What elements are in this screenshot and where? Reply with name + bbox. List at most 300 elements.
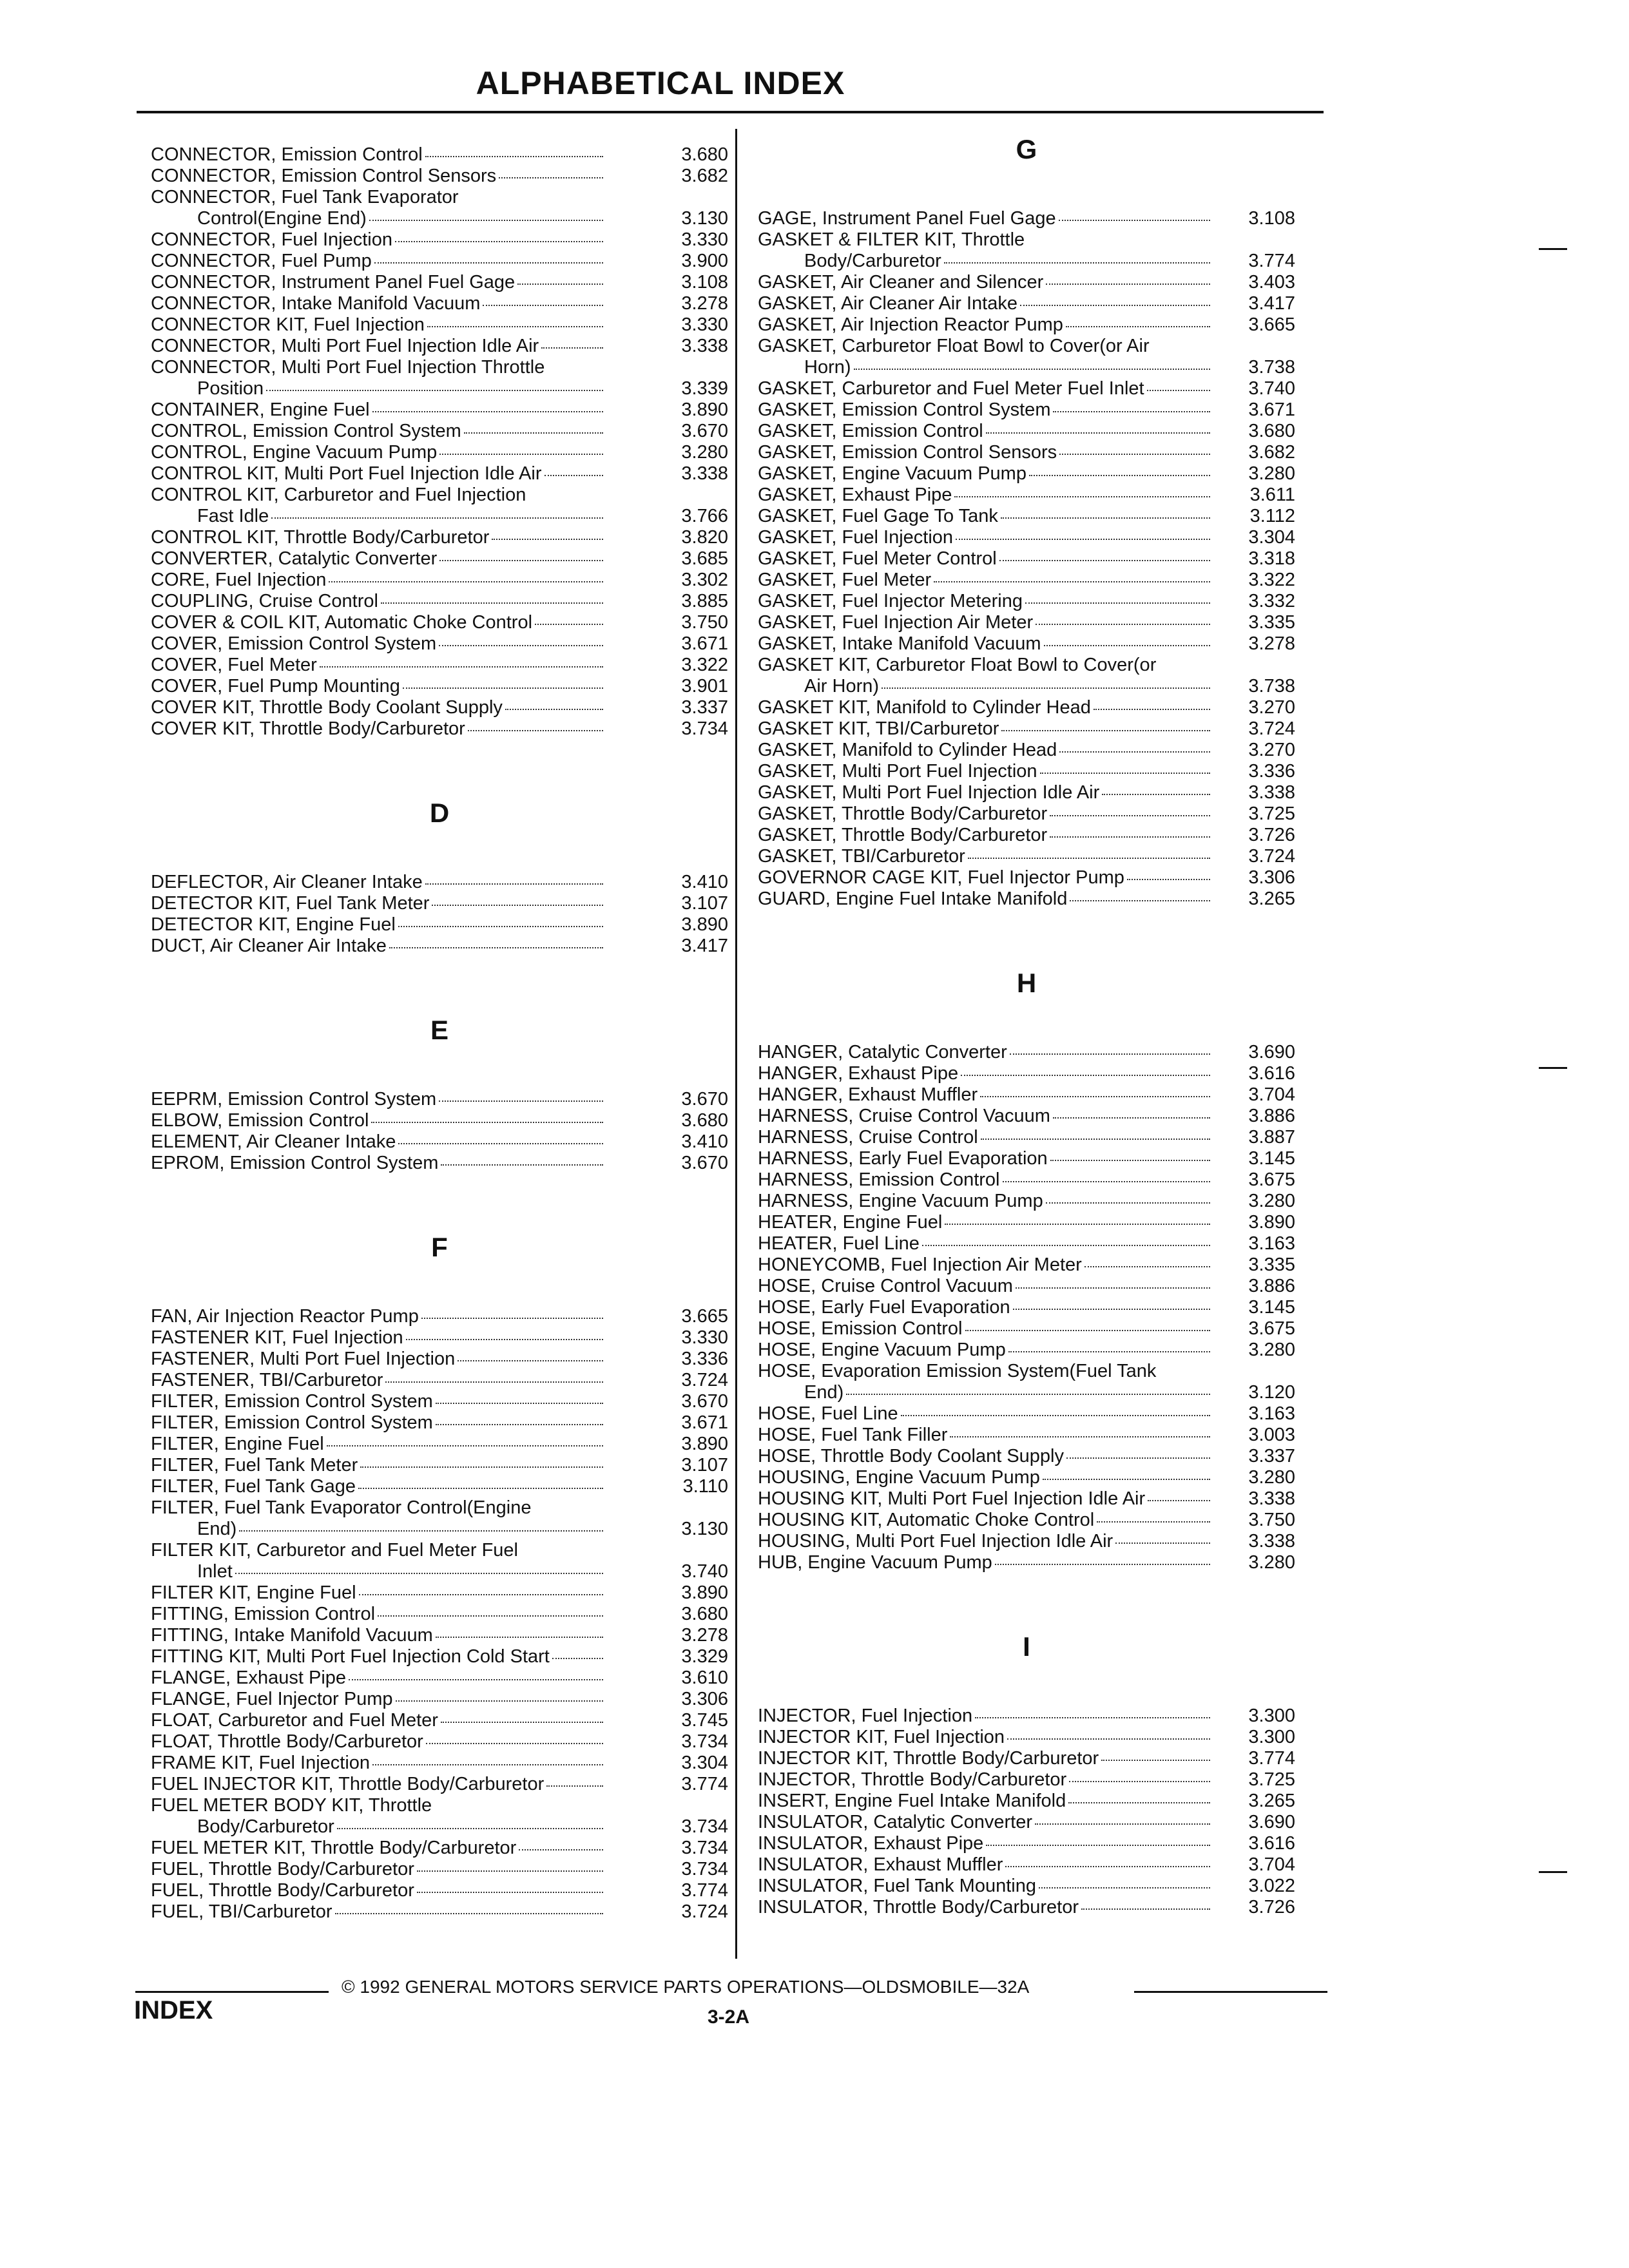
entry-page-number: 3.734 xyxy=(681,1838,728,1858)
leader-dots xyxy=(360,1466,603,1468)
leader-dots xyxy=(1066,326,1210,327)
entry-description: HARNESS, Cruise Control xyxy=(758,1127,978,1148)
entry-description: FUEL, Throttle Body/Carburetor xyxy=(151,1880,414,1901)
index-entry xyxy=(151,676,728,697)
leader-dots xyxy=(439,560,603,561)
entry-description: GASKET, Multi Port Fuel Injection xyxy=(758,761,1037,782)
index-entry xyxy=(758,506,1295,527)
copyright-text: © 1992 GENERAL MOTORS SERVICE PARTS OPERATIONS—OLDSMOBILE—32A xyxy=(342,1977,1030,1997)
leader-dots xyxy=(436,1403,603,1404)
leader-dots xyxy=(374,262,603,264)
entry-page-number: 3.278 xyxy=(1248,633,1295,654)
leader-dots xyxy=(1148,1500,1210,1501)
entry-page-number: 3.725 xyxy=(1248,1769,1295,1790)
entry-page-number: 3.680 xyxy=(681,144,728,165)
entry-description: End) xyxy=(197,1519,237,1539)
entry-page-number: 3.322 xyxy=(1248,570,1295,590)
leader-dots xyxy=(271,517,603,519)
entry-page-number: 3.890 xyxy=(1248,1212,1295,1233)
entry-page-number: 3.675 xyxy=(1248,1318,1295,1339)
index-entry xyxy=(758,293,1295,314)
entry-description: DEFLECTOR, Air Cleaner Intake xyxy=(151,872,423,892)
leader-dots xyxy=(1068,1802,1210,1803)
entry-description: COVER KIT, Throttle Body Coolant Supply xyxy=(151,697,503,718)
entry-description: COVER, Fuel Meter xyxy=(151,655,317,675)
index-entry xyxy=(151,1153,728,1174)
leader-dots xyxy=(1007,1738,1210,1740)
entry-description: FITTING KIT, Multi Port Fuel Injection Cold Start xyxy=(151,1646,550,1667)
entry-page-number: 3.616 xyxy=(1248,1833,1295,1854)
index-entry xyxy=(151,718,728,740)
leader-dots xyxy=(1005,1866,1210,1867)
entry-description: CONTROL, Emission Control System xyxy=(151,421,461,441)
entry-description: FILTER KIT, Engine Fuel xyxy=(151,1582,356,1603)
entry-page-number: 3.338 xyxy=(681,336,728,356)
index-entry xyxy=(151,1625,728,1646)
entry-description: FLOAT, Carburetor and Fuel Meter xyxy=(151,1710,438,1731)
entry-page-number: 3.338 xyxy=(1248,1488,1295,1509)
index-entry xyxy=(758,1361,1295,1403)
index-entry xyxy=(758,1425,1295,1446)
leader-dots xyxy=(378,1615,603,1617)
index-entry xyxy=(758,336,1295,378)
index-entry xyxy=(758,612,1295,633)
index-entry xyxy=(151,1110,728,1131)
entry-description: CONNECTOR, Fuel Tank Evaporator xyxy=(151,187,459,207)
entry-description: CONNECTOR, Multi Port Fuel Injection Throttle xyxy=(151,357,545,378)
entry-description: FASTENER, TBI/Carburetor xyxy=(151,1370,383,1390)
leader-dots xyxy=(396,1700,603,1702)
entry-page-number: 3.671 xyxy=(1248,399,1295,420)
index-entry xyxy=(758,1106,1295,1127)
leader-dots xyxy=(1001,517,1210,519)
entry-description: FUEL METER KIT, Throttle Body/Carburetor xyxy=(151,1838,517,1858)
index-entry xyxy=(758,803,1295,825)
leader-dots xyxy=(1025,602,1210,604)
entry-description: HARNESS, Engine Vacuum Pump xyxy=(758,1191,1043,1211)
leader-dots xyxy=(406,1339,603,1340)
entry-page-number: 3.163 xyxy=(1248,1233,1295,1254)
entry-page-number: 3.130 xyxy=(681,1519,728,1539)
entry-page-number: 3.337 xyxy=(1248,1446,1295,1466)
index-entry xyxy=(758,1531,1295,1552)
leader-dots xyxy=(944,262,1210,264)
leader-dots xyxy=(1069,1781,1210,1782)
index-entry xyxy=(151,421,728,442)
index-entry xyxy=(758,421,1295,442)
entry-description: COVER, Emission Control System xyxy=(151,633,437,654)
entry-description: FILTER, Fuel Tank Meter xyxy=(151,1455,358,1475)
entry-description: GASKET, Emission Control System xyxy=(758,399,1051,420)
index-entry xyxy=(758,1897,1295,1918)
entry-page-number: 3.330 xyxy=(681,1327,728,1348)
entry-description: FUEL, Throttle Body/Carburetor xyxy=(151,1859,414,1879)
leader-dots xyxy=(483,305,603,306)
entry-description: FASTENER KIT, Fuel Injection xyxy=(151,1327,403,1348)
entry-page-number: 3.280 xyxy=(681,442,728,463)
margin-mark xyxy=(1539,1067,1567,1069)
entry-page-number: 3.335 xyxy=(1248,1254,1295,1275)
entry-description: GASKET, Carburetor Float Bowl to Cover(or Air xyxy=(758,336,1150,356)
entry-description: GASKET, Intake Manifold Vacuum xyxy=(758,633,1041,654)
leader-dots xyxy=(369,220,603,221)
leader-dots xyxy=(980,1096,1210,1097)
index-entry xyxy=(151,1089,728,1110)
index-entry xyxy=(151,1540,728,1582)
entry-page-number: 3.774 xyxy=(1248,251,1295,271)
entry-description: CONTROL KIT, Carburetor and Fuel Injection xyxy=(151,485,526,505)
index-entry xyxy=(758,889,1295,910)
entry-description: COVER, Fuel Pump Mounting xyxy=(151,676,400,697)
leader-dots xyxy=(349,1679,603,1680)
leader-dots xyxy=(1127,879,1210,880)
entry-page-number: 3.886 xyxy=(1248,1106,1295,1126)
entry-page-number: 3.738 xyxy=(1248,676,1295,697)
entry-page-number: 3.410 xyxy=(681,1131,728,1152)
index-entry xyxy=(758,1748,1295,1769)
index-entry xyxy=(151,1412,728,1434)
column-divider xyxy=(735,129,737,1959)
index-entry xyxy=(151,272,728,293)
entry-page-number: 3.724 xyxy=(681,1901,728,1922)
entry-page-number: 3.338 xyxy=(1248,1531,1295,1552)
entry-page-number: 3.690 xyxy=(1248,1812,1295,1832)
margin-mark xyxy=(1539,248,1567,250)
entry-description: CONVERTER, Catalytic Converter xyxy=(151,548,438,569)
section-letter: F xyxy=(431,1232,448,1262)
index-entry xyxy=(151,1795,728,1838)
entry-description: FLANGE, Exhaust Pipe xyxy=(151,1667,347,1688)
leader-dots xyxy=(1147,390,1210,391)
entry-page-number: 3.774 xyxy=(1248,1748,1295,1769)
entry-description: HANGER, Exhaust Pipe xyxy=(758,1063,959,1084)
leader-dots xyxy=(1010,1053,1210,1055)
entry-description: FILTER, Fuel Tank Gage xyxy=(151,1476,356,1497)
entry-page-number: 3.734 xyxy=(681,1816,728,1837)
entry-page-number: 3.680 xyxy=(681,1604,728,1624)
entry-description: GASKET, Exhaust Pipe xyxy=(758,485,952,505)
index-entry xyxy=(151,697,728,718)
index-entry xyxy=(758,1876,1295,1897)
entry-description: FLOAT, Throttle Body/Carburetor xyxy=(151,1731,423,1752)
entry-page-number: 3.734 xyxy=(681,1731,728,1752)
entry-description: Inlet xyxy=(197,1561,233,1582)
entry-description: FITTING, Emission Control xyxy=(151,1604,376,1624)
entry-page-number: 3.410 xyxy=(681,872,728,892)
entry-description: INJECTOR KIT, Fuel Injection xyxy=(758,1727,1005,1747)
entry-description: HOSE, Early Fuel Evaporation xyxy=(758,1297,1010,1318)
entry-description: GASKET, Fuel Meter Control xyxy=(758,548,997,569)
entry-description: HARNESS, Early Fuel Evaporation xyxy=(758,1148,1048,1169)
entry-description: HOSE, Emission Control xyxy=(758,1318,963,1339)
entry-description: HARNESS, Cruise Control Vacuum xyxy=(758,1106,1050,1126)
index-entry xyxy=(151,1131,728,1153)
leader-dots xyxy=(1035,1823,1210,1825)
entry-page-number: 3.665 xyxy=(681,1306,728,1327)
entry-page-number: 3.280 xyxy=(1248,1340,1295,1360)
index-entry xyxy=(758,1169,1295,1191)
leader-dots xyxy=(1039,1887,1210,1888)
entry-page-number: 3.417 xyxy=(1248,293,1295,314)
leader-dots xyxy=(381,602,603,604)
leader-dots xyxy=(385,1381,603,1383)
entry-page-number: 3.671 xyxy=(681,633,728,654)
index-entry xyxy=(151,1753,728,1774)
entry-page-number: 3.610 xyxy=(681,1667,728,1688)
leader-dots xyxy=(1016,1287,1210,1289)
index-entry xyxy=(758,1212,1295,1233)
entry-page-number: 3.280 xyxy=(1248,463,1295,484)
entry-page-number: 3.885 xyxy=(681,591,728,611)
entry-page-number: 3.886 xyxy=(1248,1276,1295,1296)
footer-rule-right xyxy=(1134,1991,1327,1993)
leader-dots xyxy=(901,1415,1210,1416)
entry-description: INSULATOR, Exhaust Muffler xyxy=(758,1854,1003,1875)
index-entry xyxy=(151,485,728,527)
index-entry xyxy=(758,229,1295,272)
entry-description: DETECTOR KIT, Engine Fuel xyxy=(151,914,396,935)
entry-description: CONTAINER, Engine Fuel xyxy=(151,399,370,420)
margin-mark xyxy=(1539,1871,1567,1873)
leader-dots xyxy=(1050,836,1210,838)
leader-dots xyxy=(439,1100,603,1102)
index-entry xyxy=(758,570,1295,591)
entry-page-number: 3.726 xyxy=(1248,825,1295,845)
index-entry xyxy=(758,1769,1295,1791)
entry-page-number: 3.682 xyxy=(1248,442,1295,463)
entry-page-number: 3.745 xyxy=(681,1710,728,1731)
entry-description: CONNECTOR, Fuel Injection xyxy=(151,229,392,250)
entry-page-number: 3.704 xyxy=(1248,1084,1295,1105)
entry-description: EEPRM, Emission Control System xyxy=(151,1089,437,1110)
entry-page-number: 3.265 xyxy=(1248,1791,1295,1811)
leader-dots xyxy=(439,454,603,455)
leader-dots xyxy=(417,1892,603,1893)
index-entry xyxy=(151,1476,728,1497)
leader-dots xyxy=(854,369,1210,370)
leader-dots xyxy=(945,1224,1210,1225)
index-entry xyxy=(151,1710,728,1731)
entry-page-number: 3.774 xyxy=(681,1880,728,1901)
leader-dots xyxy=(441,1722,603,1723)
index-entry xyxy=(151,655,728,676)
entry-description: HUB, Engine Vacuum Pump xyxy=(758,1552,992,1573)
entry-page-number: 3.003 xyxy=(1248,1425,1295,1445)
entry-page-number: 3.890 xyxy=(681,399,728,420)
entry-description: CONNECTOR, Multi Port Fuel Injection Idle Air xyxy=(151,336,539,356)
leader-dots xyxy=(1046,1202,1210,1204)
index-entry xyxy=(151,893,728,914)
entry-description: INSULATOR, Throttle Body/Carburetor xyxy=(758,1897,1079,1917)
leader-dots xyxy=(432,905,603,906)
leader-dots xyxy=(1059,751,1210,753)
entry-page-number: 3.740 xyxy=(681,1561,728,1582)
index-entry xyxy=(758,1552,1295,1573)
leader-dots xyxy=(1053,411,1210,412)
leader-dots xyxy=(499,177,603,178)
index-entry xyxy=(758,1833,1295,1854)
entry-page-number: 3.280 xyxy=(1248,1191,1295,1211)
entry-page-number: 3.417 xyxy=(681,936,728,956)
entry-description: CORE, Fuel Injection xyxy=(151,570,327,590)
entry-description: INJECTOR, Fuel Injection xyxy=(758,1706,973,1726)
leader-dots xyxy=(436,1424,603,1425)
entry-page-number: 3.685 xyxy=(681,548,728,569)
entry-description: FAN, Air Injection Reactor Pump xyxy=(151,1306,419,1327)
entry-description: GASKET, TBI/Carburetor xyxy=(758,846,965,867)
entry-description: CONNECTOR, Emission Control xyxy=(151,144,423,165)
leader-dots xyxy=(1046,284,1210,285)
leader-dots xyxy=(541,347,603,349)
leader-dots xyxy=(1070,900,1210,901)
entry-page-number: 3.318 xyxy=(1248,548,1295,569)
entry-page-number: 3.670 xyxy=(681,1391,728,1412)
index-entry xyxy=(151,1689,728,1710)
index-entry xyxy=(758,1042,1295,1063)
entry-page-number: 3.750 xyxy=(681,612,728,633)
leader-dots xyxy=(1101,1760,1210,1761)
entry-description: COVER & COIL KIT, Automatic Choke Control xyxy=(151,612,533,633)
entry-page-number: 3.022 xyxy=(1248,1876,1295,1896)
entry-description: CONTROL KIT, Multi Port Fuel Injection Idle Air xyxy=(151,463,542,484)
entry-description: INSULATOR, Fuel Tank Mounting xyxy=(758,1876,1036,1896)
entry-description: EPROM, Emission Control System xyxy=(151,1153,439,1173)
index-entry xyxy=(151,612,728,633)
entry-description: CONNECTOR, Intake Manifold Vacuum xyxy=(151,293,481,314)
leader-dots xyxy=(1043,1479,1210,1480)
entry-page-number: 3.738 xyxy=(1248,357,1295,378)
entry-page-number: 3.322 xyxy=(681,655,728,675)
index-entry xyxy=(758,718,1295,740)
leader-dots xyxy=(505,709,603,710)
entry-page-number: 3.338 xyxy=(1248,782,1295,803)
entry-page-number: 3.145 xyxy=(1248,1148,1295,1169)
index-entry xyxy=(758,1233,1295,1254)
leader-dots xyxy=(956,539,1210,540)
leader-dots xyxy=(421,1318,603,1319)
index-entry xyxy=(758,846,1295,867)
entry-description: DUCT, Air Cleaner Air Intake xyxy=(151,936,387,956)
index-entry xyxy=(758,1812,1295,1833)
footer-rule-left xyxy=(135,1991,329,1993)
index-entry xyxy=(758,1446,1295,1467)
entry-description: GASKET, Air Injection Reactor Pump xyxy=(758,314,1063,335)
index-entry xyxy=(758,1063,1295,1084)
index-entry xyxy=(151,1646,728,1667)
entry-description: Fast Idle xyxy=(197,506,269,526)
entry-description: GASKET, Fuel Injection xyxy=(758,527,954,548)
leader-dots xyxy=(395,241,603,242)
index-entry xyxy=(758,867,1295,889)
leader-dots xyxy=(320,666,603,668)
entry-page-number: 3.750 xyxy=(1248,1510,1295,1530)
entry-page-number: 3.901 xyxy=(681,676,728,697)
entry-description: GASKET, Carburetor and Fuel Meter Fuel Inlet xyxy=(758,378,1144,399)
entry-description: Body/Carburetor xyxy=(197,1816,334,1837)
leader-dots xyxy=(1036,624,1210,625)
index-entry xyxy=(758,463,1295,485)
leader-dots xyxy=(1066,1457,1210,1459)
index-entry xyxy=(758,1727,1295,1748)
entry-description: FILTER KIT, Carburetor and Fuel Meter Fuel xyxy=(151,1540,519,1561)
leader-dots xyxy=(545,475,603,476)
index-entry xyxy=(758,314,1295,336)
leader-dots xyxy=(1102,794,1210,795)
leader-dots xyxy=(1059,454,1210,455)
leader-dots xyxy=(999,560,1210,561)
index-entry xyxy=(151,914,728,936)
entry-page-number: 3.670 xyxy=(681,1089,728,1110)
entry-description: GASKET, Fuel Meter xyxy=(758,570,932,590)
entry-page-number: 3.306 xyxy=(681,1689,728,1709)
entry-description: COVER KIT, Throttle Body/Carburetor xyxy=(151,718,465,739)
index-entry xyxy=(758,1191,1295,1212)
leader-dots xyxy=(441,1164,603,1166)
index-entry xyxy=(758,1127,1295,1148)
entry-description: FILTER, Emission Control System xyxy=(151,1391,433,1412)
entry-page-number: 3.270 xyxy=(1248,697,1295,718)
entry-page-number: 3.107 xyxy=(681,893,728,914)
entry-description: FUEL, TBI/Carburetor xyxy=(151,1901,333,1922)
leader-dots xyxy=(403,687,603,689)
index-entry xyxy=(151,229,728,251)
entry-page-number: 3.890 xyxy=(681,1582,728,1603)
index-entry xyxy=(758,1148,1295,1169)
leader-dots xyxy=(986,432,1210,434)
leader-dots xyxy=(922,1245,1210,1246)
entry-page-number: 3.335 xyxy=(1248,612,1295,633)
leader-dots xyxy=(1081,1908,1210,1910)
index-entry xyxy=(758,1276,1295,1297)
leader-dots xyxy=(468,730,603,731)
leader-dots xyxy=(1050,815,1210,816)
entry-description: GASKET, Throttle Body/Carburetor xyxy=(758,825,1048,845)
entry-page-number: 3.110 xyxy=(682,1476,728,1497)
leader-dots xyxy=(1094,709,1210,710)
index-entry xyxy=(758,655,1295,697)
index-entry xyxy=(758,527,1295,548)
entry-description: INSULATOR, Catalytic Converter xyxy=(758,1812,1032,1832)
index-entry xyxy=(151,463,728,485)
index-entry xyxy=(758,761,1295,782)
entry-page-number: 3.339 xyxy=(681,378,728,399)
entry-description: Horn) xyxy=(804,357,851,378)
entry-description: ELBOW, Emission Control xyxy=(151,1110,369,1131)
leader-dots xyxy=(1084,1266,1210,1267)
index-entry xyxy=(758,548,1295,570)
index-entry xyxy=(151,1327,728,1349)
entry-description: INJECTOR, Throttle Body/Carburetor xyxy=(758,1769,1067,1790)
entry-page-number: 3.329 xyxy=(681,1646,728,1667)
entry-description: HOSE, Fuel Line xyxy=(758,1403,898,1424)
index-entry xyxy=(151,1901,728,1923)
entry-description: HOUSING KIT, Automatic Choke Control xyxy=(758,1510,1095,1530)
entry-description: GASKET, Manifold to Cylinder Head xyxy=(758,740,1057,760)
entry-page-number: 3.270 xyxy=(1248,740,1295,760)
entry-description: GAGE, Instrument Panel Fuel Gage xyxy=(758,208,1056,229)
index-entry xyxy=(151,166,728,187)
entry-description: CONNECTOR, Emission Control Sensors xyxy=(151,166,497,186)
entry-page-number: 3.725 xyxy=(1248,803,1295,824)
entry-page-number: 3.304 xyxy=(1248,527,1295,548)
entry-description: FUEL METER BODY KIT, Throttle xyxy=(151,1795,432,1816)
entry-description: CONTROL, Engine Vacuum Pump xyxy=(151,442,438,463)
entry-page-number: 3.330 xyxy=(681,229,728,250)
entry-description: GASKET, Fuel Gage To Tank xyxy=(758,506,998,526)
entry-description: FILTER, Engine Fuel xyxy=(151,1434,324,1454)
leader-dots xyxy=(519,1849,603,1850)
entry-description: FITTING, Intake Manifold Vacuum xyxy=(151,1625,433,1646)
